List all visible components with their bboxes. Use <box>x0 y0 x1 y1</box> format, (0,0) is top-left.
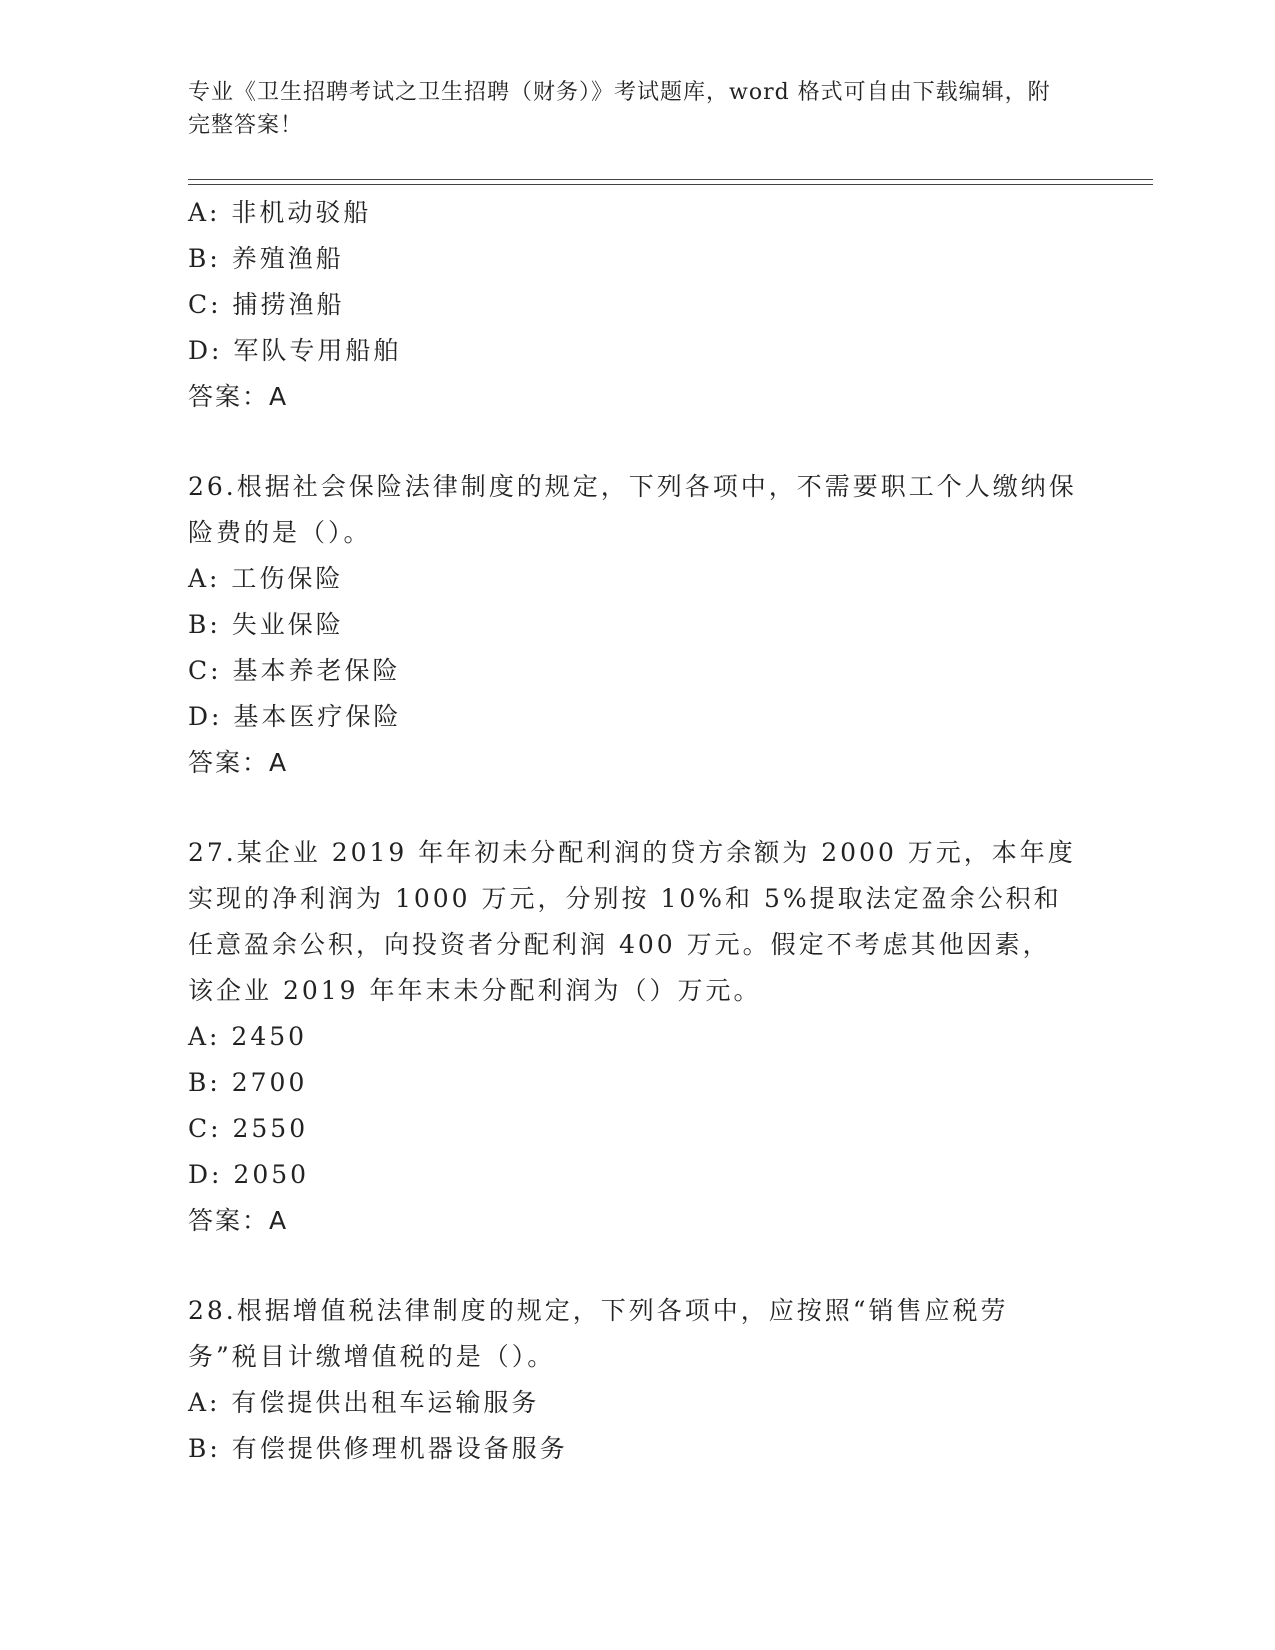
option-c: C: 捕捞渔船 <box>188 290 345 319</box>
answer: 答案：A <box>188 748 289 777</box>
question-stem: 28.根据增值税法律制度的规定，下列各项中，应按照“销售应税劳务”税目计缴增值税的是（）。 <box>188 1296 1009 1371</box>
header-divider-secondary <box>188 184 1153 185</box>
option-d: D: 2050 <box>188 1160 310 1189</box>
header-note: 专业《卫生招聘考试之卫生招聘（财务）》考试题库，word 格式可自由下载编辑，附完整答案！ <box>188 80 1051 138</box>
question-28 <box>188 1288 1088 1472</box>
spacer <box>188 420 1088 464</box>
option-a: A: 有偿提供出租车运输服务 <box>188 1388 540 1417</box>
option-b: B: 失业保险 <box>188 610 344 639</box>
header-divider <box>188 179 1153 180</box>
option-d: D: 基本医疗保险 <box>188 702 402 731</box>
option-b: B: 养殖渔船 <box>188 244 344 273</box>
question-stem: 27.某企业 2019 年年初未分配利润的贷方余额为 2000 万元，本年度实现的净利润为 1000 万元，分别按 10%和 5%提取法定盈余公积和任意盈余公积，向投资者分配利润 400 万元。假定不考虑其他因素，该企业 2019 年年末未分配利润为（）万元。 <box>188 838 1076 1005</box>
option-b: B: 2700 <box>188 1068 308 1097</box>
option-d: D: 军队专用船舶 <box>188 336 402 365</box>
option-b: B: 有偿提供修理机器设备服务 <box>188 1434 568 1463</box>
question-25 <box>188 190 1088 420</box>
question-stem: 26.根据社会保险法律制度的规定，下列各项中，不需要职工个人缴纳保险费的是（）。 <box>188 472 1077 547</box>
option-a: A: 2450 <box>188 1022 308 1051</box>
option-c: C: 2550 <box>188 1114 309 1143</box>
question-list <box>188 190 1088 1472</box>
option-c: C: 基本养老保险 <box>188 656 401 685</box>
spacer <box>188 1244 1088 1288</box>
answer: 答案：A <box>188 1206 289 1235</box>
spacer <box>188 786 1088 830</box>
option-a: A: 工伤保险 <box>188 564 344 593</box>
question-27 <box>188 830 1088 1244</box>
answer: 答案：A <box>188 382 289 411</box>
option-a: A: 非机动驳船 <box>188 198 372 227</box>
question-26 <box>188 464 1088 786</box>
